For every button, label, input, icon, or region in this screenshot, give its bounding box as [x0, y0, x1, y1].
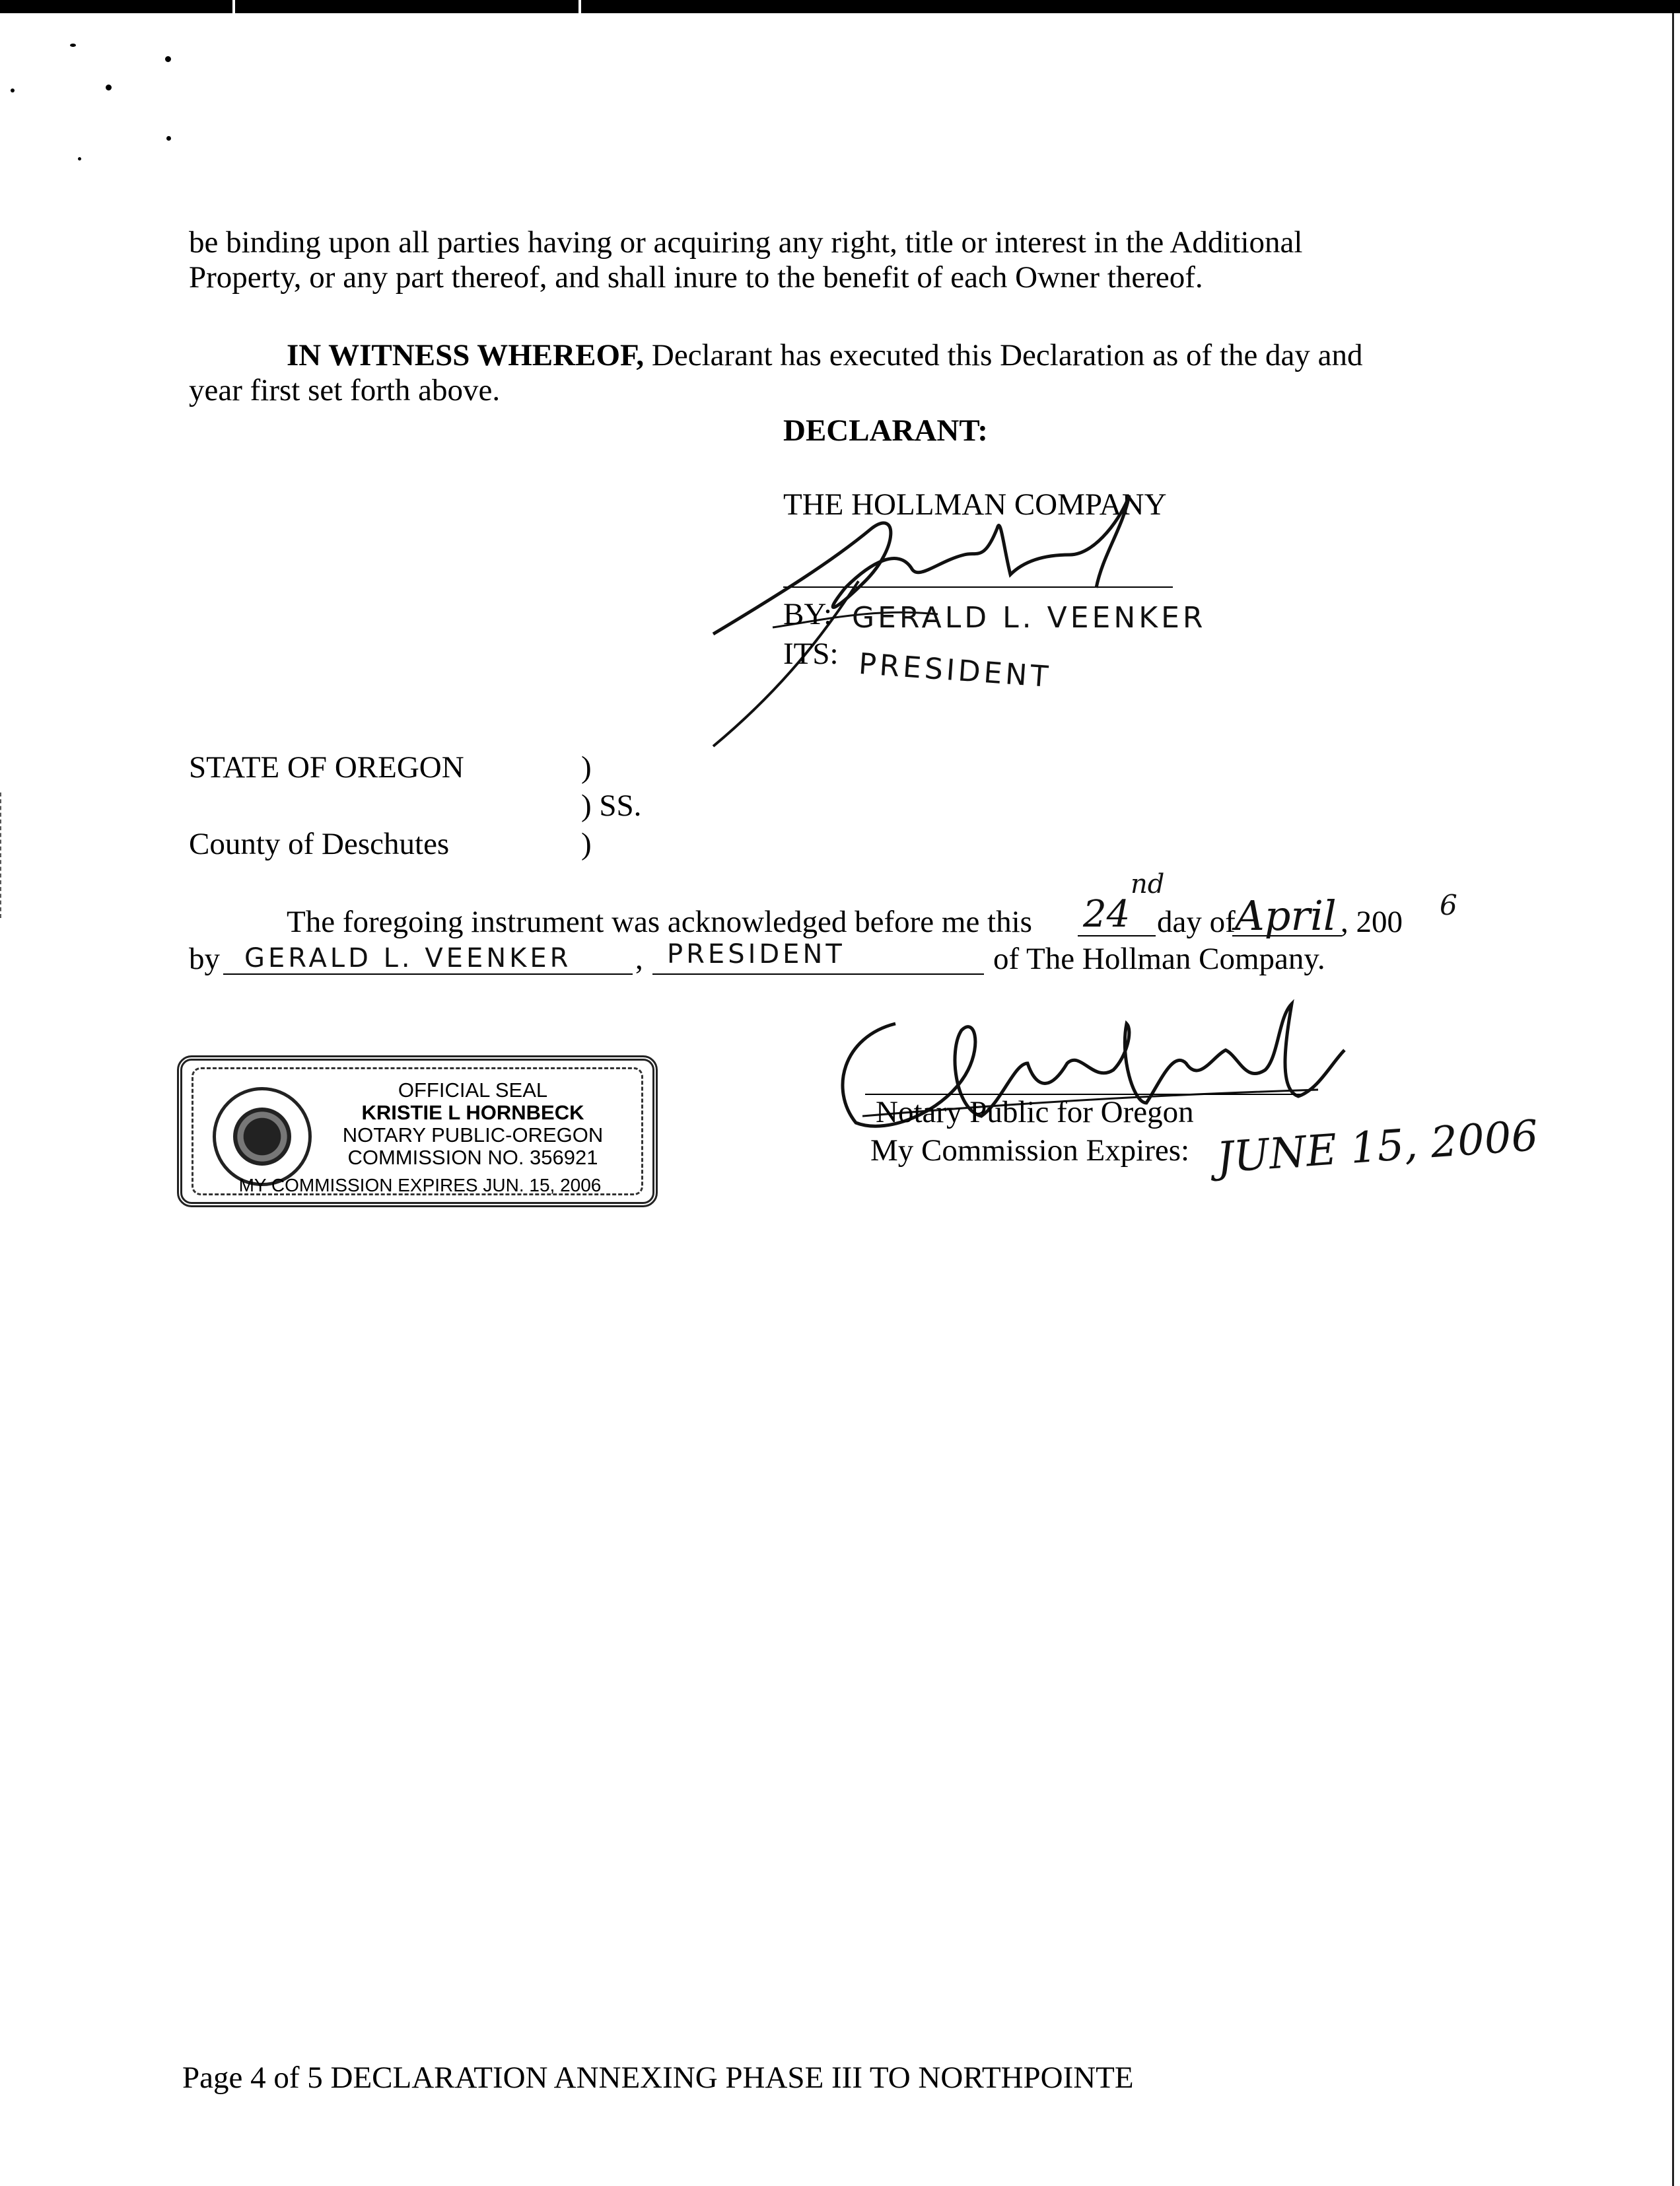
by-name-handwritten: GERALD L. VEENKER — [852, 601, 1207, 635]
ack-by-label: by — [189, 942, 220, 976]
ack-month-handwritten: April — [1235, 892, 1337, 940]
seal-line-2: KRISTIE L HORNBECK — [361, 1101, 584, 1124]
company-name: THE HOLLMAN COMPANY — [783, 487, 1167, 522]
oregon-state-seal-icon — [213, 1087, 312, 1186]
witness-text: Declarant has executed this Declaration as of the day and — [644, 338, 1363, 372]
witness-heading: IN WITNESS WHEREOF, — [287, 338, 645, 372]
scan-speck — [78, 157, 81, 160]
ack-day-suffix: nd — [1131, 869, 1165, 899]
notary-title: Notary Public for Oregon — [876, 1095, 1194, 1129]
ack-day-handwritten: 24 — [1083, 893, 1131, 936]
body-line-2: Property, or any part thereof, and shall inure to the benefit of each Owner thereof. — [189, 260, 1203, 295]
its-title-handwritten: PRESIDENT — [857, 647, 1053, 695]
ack-text-c: , 200 — [1341, 905, 1403, 939]
scan-speck — [165, 56, 171, 62]
witness-line-1 — [287, 337, 1363, 374]
ack-name-handwritten: GERALD L. VEENKER — [244, 943, 572, 973]
scan-speck — [106, 85, 112, 90]
scan-speck — [166, 136, 171, 141]
venue-ss: ) SS. — [581, 789, 642, 823]
ack-comma: , — [635, 942, 643, 976]
county-of-deschutes: County of Deschutes — [189, 827, 450, 861]
seal-line-4: COMMISSION NO. 356921 — [347, 1146, 598, 1169]
ack-text-end: of The Hollman Company. — [993, 942, 1325, 976]
seal-line-3: NOTARY PUBLIC-OREGON — [342, 1123, 604, 1146]
ack-text-a: The foregoing instrument was acknowledged before me this — [287, 905, 1032, 939]
scan-right-border — [1672, 13, 1674, 2186]
page-footer: Page 4 of 5 DECLARATION ANNEXING PHASE III TO NORTHPOINTE — [182, 2061, 1134, 2095]
ack-title-line — [652, 973, 984, 975]
venue-paren-1: ) — [581, 750, 592, 785]
seal-line-1: OFFICIAL SEAL — [398, 1078, 548, 1102]
body-line-1: be binding upon all parties having or acquiring any right, title or interest in the Additional — [189, 225, 1303, 260]
by-label: BY: — [783, 597, 833, 631]
ack-text-b: day of — [1157, 905, 1236, 939]
ack-year-handwritten: 6 — [1440, 889, 1457, 921]
venue-paren-3: ) — [581, 827, 592, 861]
scan-top-border — [0, 0, 1680, 13]
state-of-oregon: STATE OF OREGON — [189, 750, 464, 785]
scan-speck — [11, 88, 15, 92]
commission-expires-handwritten: JUNE 15, 2006 — [1215, 1111, 1540, 1183]
witness-line-2: year first set forth above. — [189, 373, 501, 407]
declarant-heading: DECLARANT: — [783, 413, 988, 448]
ack-title-handwritten: PRESIDENT — [667, 939, 845, 970]
scan-speck — [70, 44, 76, 47]
seal-line-5: MY COMMISSION EXPIRES JUN. 15, 2006 — [238, 1175, 602, 1195]
its-label: ITS: — [783, 637, 839, 671]
ack-name-line — [223, 973, 633, 975]
commission-label: My Commission Expires: — [870, 1133, 1190, 1168]
scan-left-edge — [0, 793, 3, 918]
notary-seal — [177, 1055, 658, 1207]
